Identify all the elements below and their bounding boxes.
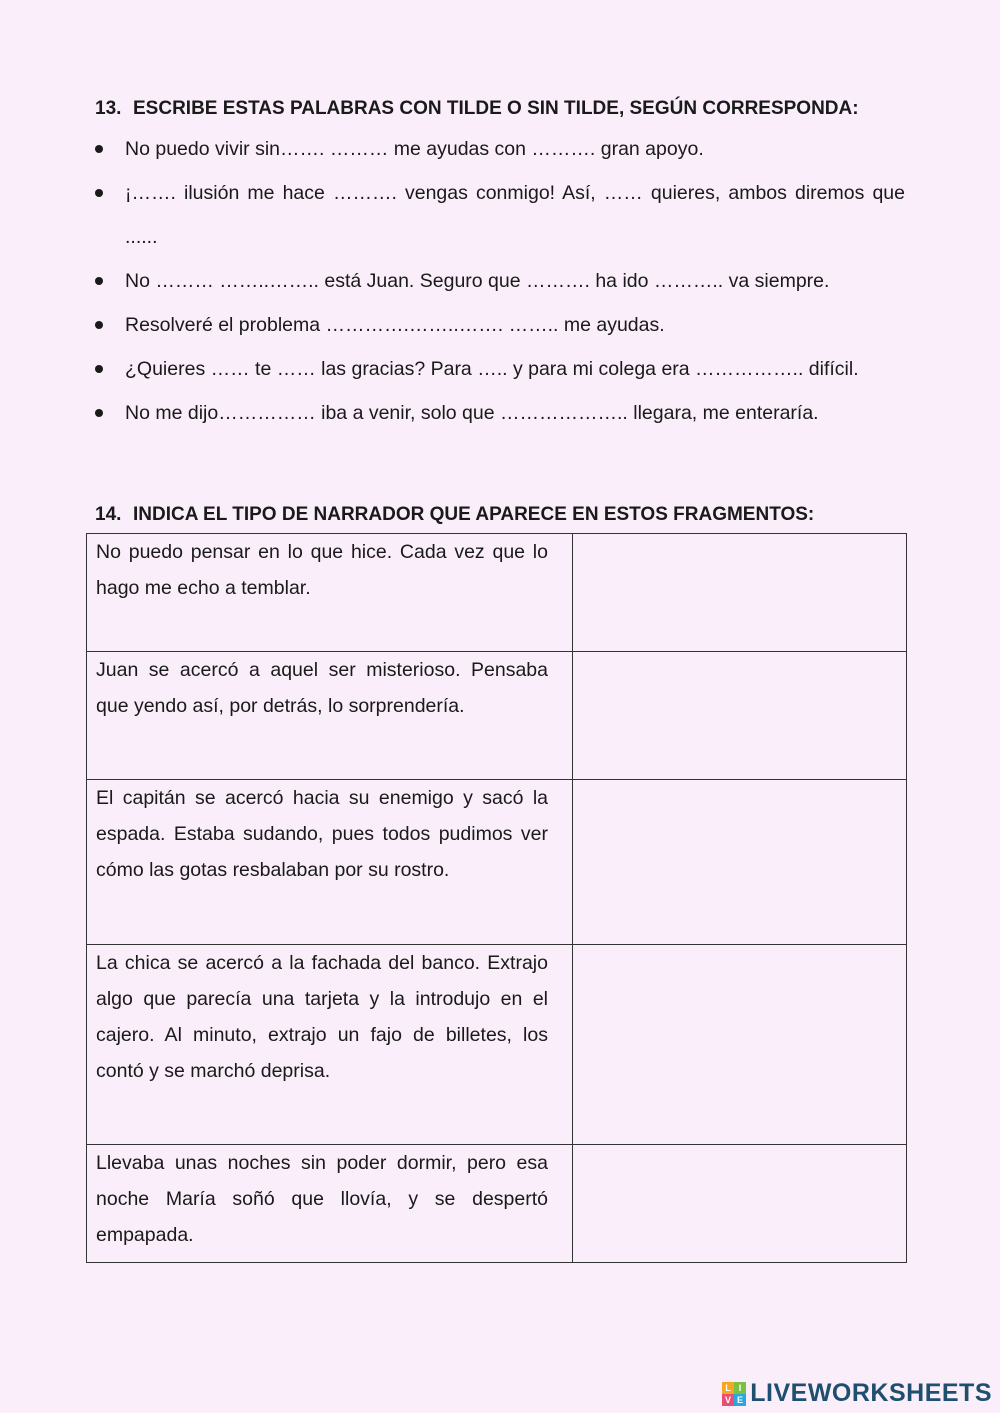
list-item-text: No puedo vivir sin……. ……… me ayudas con ………. gran apoyo. — [125, 138, 704, 160]
fragment-cell: Llevaba unas noches sin poder dormir, pero esa noche María soñó que llovía, y se despertó empapada. — [87, 1145, 573, 1263]
section-14-heading — [95, 504, 814, 526]
table-row — [87, 1145, 907, 1263]
section-13-heading — [95, 98, 859, 120]
logo-square-i: I — [734, 1382, 746, 1394]
fragment-cell: La chica se acercó a la fachada del banco. Extrajo algo que parecía una tarjeta y la introdujo en el cajero. Al minuto, extrajo un fajo de billetes, los contó y se marchó deprisa. — [87, 945, 573, 1145]
answer-cell[interactable] — [573, 780, 907, 945]
list-item — [95, 391, 905, 435]
section-13-number: 13. — [95, 98, 122, 119]
bullet-icon — [95, 321, 103, 329]
table-row — [87, 945, 907, 1145]
fragment-cell: No puedo pensar en lo que hice. Cada vez que lo hago me echo a temblar. — [87, 534, 573, 652]
list-item-text: Resolveré el problema ………….……..……. …….. me ayudas. — [125, 314, 665, 336]
logo-square-l: L — [722, 1382, 734, 1394]
liveworksheets-logo — [722, 1379, 992, 1408]
list-item-text: No me dijo…………… iba a venir, solo que ……………….. llegara, me enteraría. — [125, 402, 819, 424]
bullet-icon — [95, 365, 103, 373]
answer-cell[interactable] — [573, 945, 907, 1145]
section-13-title: ESCRIBE ESTAS PALABRAS CON TILDE O SIN TILDE, SEGÚN CORRESPONDA: — [133, 98, 859, 119]
bullet-icon — [95, 189, 103, 197]
list-item — [95, 347, 905, 391]
answer-cell[interactable] — [573, 1145, 907, 1263]
section-14-number: 14. — [95, 504, 122, 525]
table-row — [87, 780, 907, 945]
accent-exercise-list — [95, 127, 905, 435]
logo-square-e: E — [734, 1394, 746, 1406]
list-item — [95, 171, 905, 259]
fragment-cell: El capitán se acercó hacia su enemigo y sacó la espada. Estaba sudando, pues todos pudimos ver cómo las gotas resbalaban por su rostro. — [87, 780, 573, 945]
list-item — [95, 303, 905, 347]
table-row — [87, 652, 907, 780]
bullet-icon — [95, 145, 103, 153]
logo-text: LIVEWORKSHEETS — [750, 1379, 992, 1407]
answer-cell[interactable] — [573, 652, 907, 780]
narrator-table — [86, 533, 907, 1263]
liveworksheets-logo-icon — [722, 1382, 746, 1406]
bullet-icon — [95, 277, 103, 285]
answer-cell[interactable] — [573, 534, 907, 652]
list-item-text: ¡……. ilusión me hace ………. vengas conmigo! Así, …… quieres, ambos diremos que ...... — [125, 182, 905, 248]
table-row — [87, 534, 907, 652]
list-item-text: ¿Quieres …… te …… las gracias? Para ….. y para mi colega era …………….. difícil. — [125, 358, 859, 380]
bullet-icon — [95, 409, 103, 417]
fragment-cell: Juan se acercó a aquel ser misterioso. Pensaba que yendo así, por detrás, lo sorprendería. — [87, 652, 573, 780]
list-item — [95, 259, 905, 303]
section-14-title: INDICA EL TIPO DE NARRADOR QUE APARECE EN ESTOS FRAGMENTOS: — [133, 504, 815, 525]
logo-square-v: V — [722, 1394, 734, 1406]
list-item-text: No ……… ……..…….. está Juan. Seguro que ………. ha ido ……….. va siempre. — [125, 270, 830, 292]
list-item — [95, 127, 905, 171]
